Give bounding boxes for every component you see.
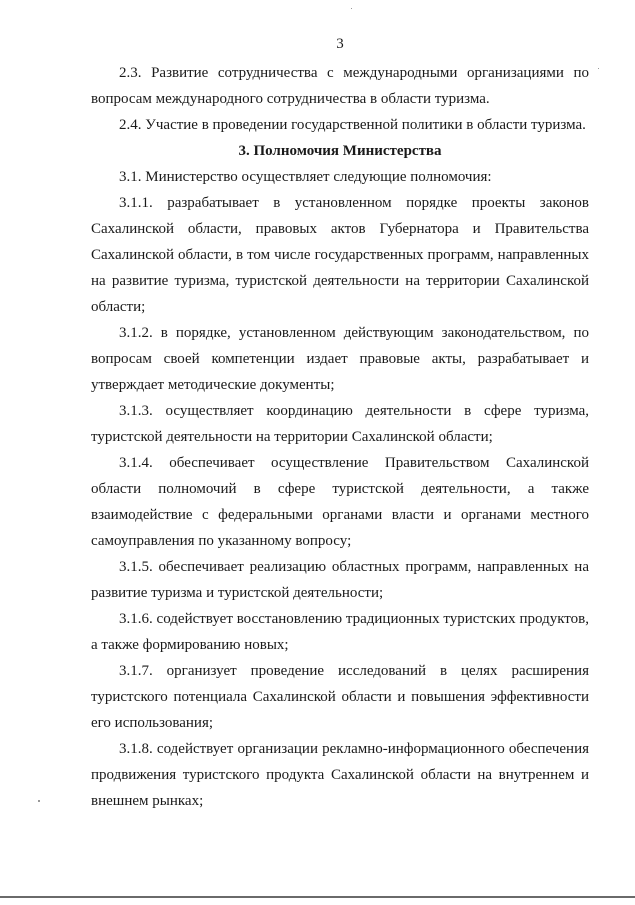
paragraph-3-1-5: 3.1.5. обеспечивает реализацию областных программ, направленных на развитие туризма и туристской деятельности; (91, 559, 589, 601)
paragraph-2-3: 2.3. Развитие сотрудничества с международными организациями по вопросам международного сотрудничества в области туризма. (91, 65, 589, 107)
scan-speck (351, 8, 352, 9)
paragraph-3-1-8: 3.1.8. содействует организации рекламно-информационного обеспечения продвижения туристского продукта Сахалинской области на внутреннем и внешнем рынках; (91, 741, 589, 809)
document-page (91, 34, 589, 814)
scan-edge-line (0, 896, 635, 898)
paragraph-3-1-3: 3.1.3. осуществляет координацию деятельности в сфере туризма, туристской деятельности на территории Сахалинской области; (91, 403, 589, 445)
paragraph-3-1-6: 3.1.6. содействует восстановлению традиционных туристских продуктов, а также формированию новых; (91, 611, 589, 653)
paragraph-3-1-7: 3.1.7. организует проведение исследований в целях расширения туристского потенциала Сахалинской области и повышения эффективности его использования; (91, 663, 589, 731)
section-heading: 3. Полномочия Министерства (238, 143, 442, 159)
paragraph-3-1-1: 3.1.1. разрабатывает в установленном порядке проекты законов Сахалинской области, правовых актов Губернатора и Правительства Сахалинской области, в том числе государственных программ, направленных на развитие туризма, туристской деятельности на территории Сахалинской области; (91, 195, 589, 315)
page-number: 3 (336, 36, 344, 52)
paragraph-2-4: 2.4. Участие в проведении государственной политики в области туризма. (119, 117, 586, 133)
paragraph-3-1-4: 3.1.4. обеспечивает осуществление Правительством Сахалинской области полномочий в сфере туристской деятельности, а также взаимодействие с федеральными органами власти и органами местного самоуправления по указанному вопросу; (91, 455, 589, 549)
scan-speck (38, 800, 40, 802)
paragraph-3-1-2: 3.1.2. в порядке, установленном действующим законодательством, по вопросам своей компетенции издает правовые акты, разрабатывает и утверждает методические документы; (91, 325, 589, 393)
paragraph-3-1: 3.1. Министерство осуществляет следующие полномочия: (119, 169, 492, 185)
scan-speck (598, 68, 599, 69)
